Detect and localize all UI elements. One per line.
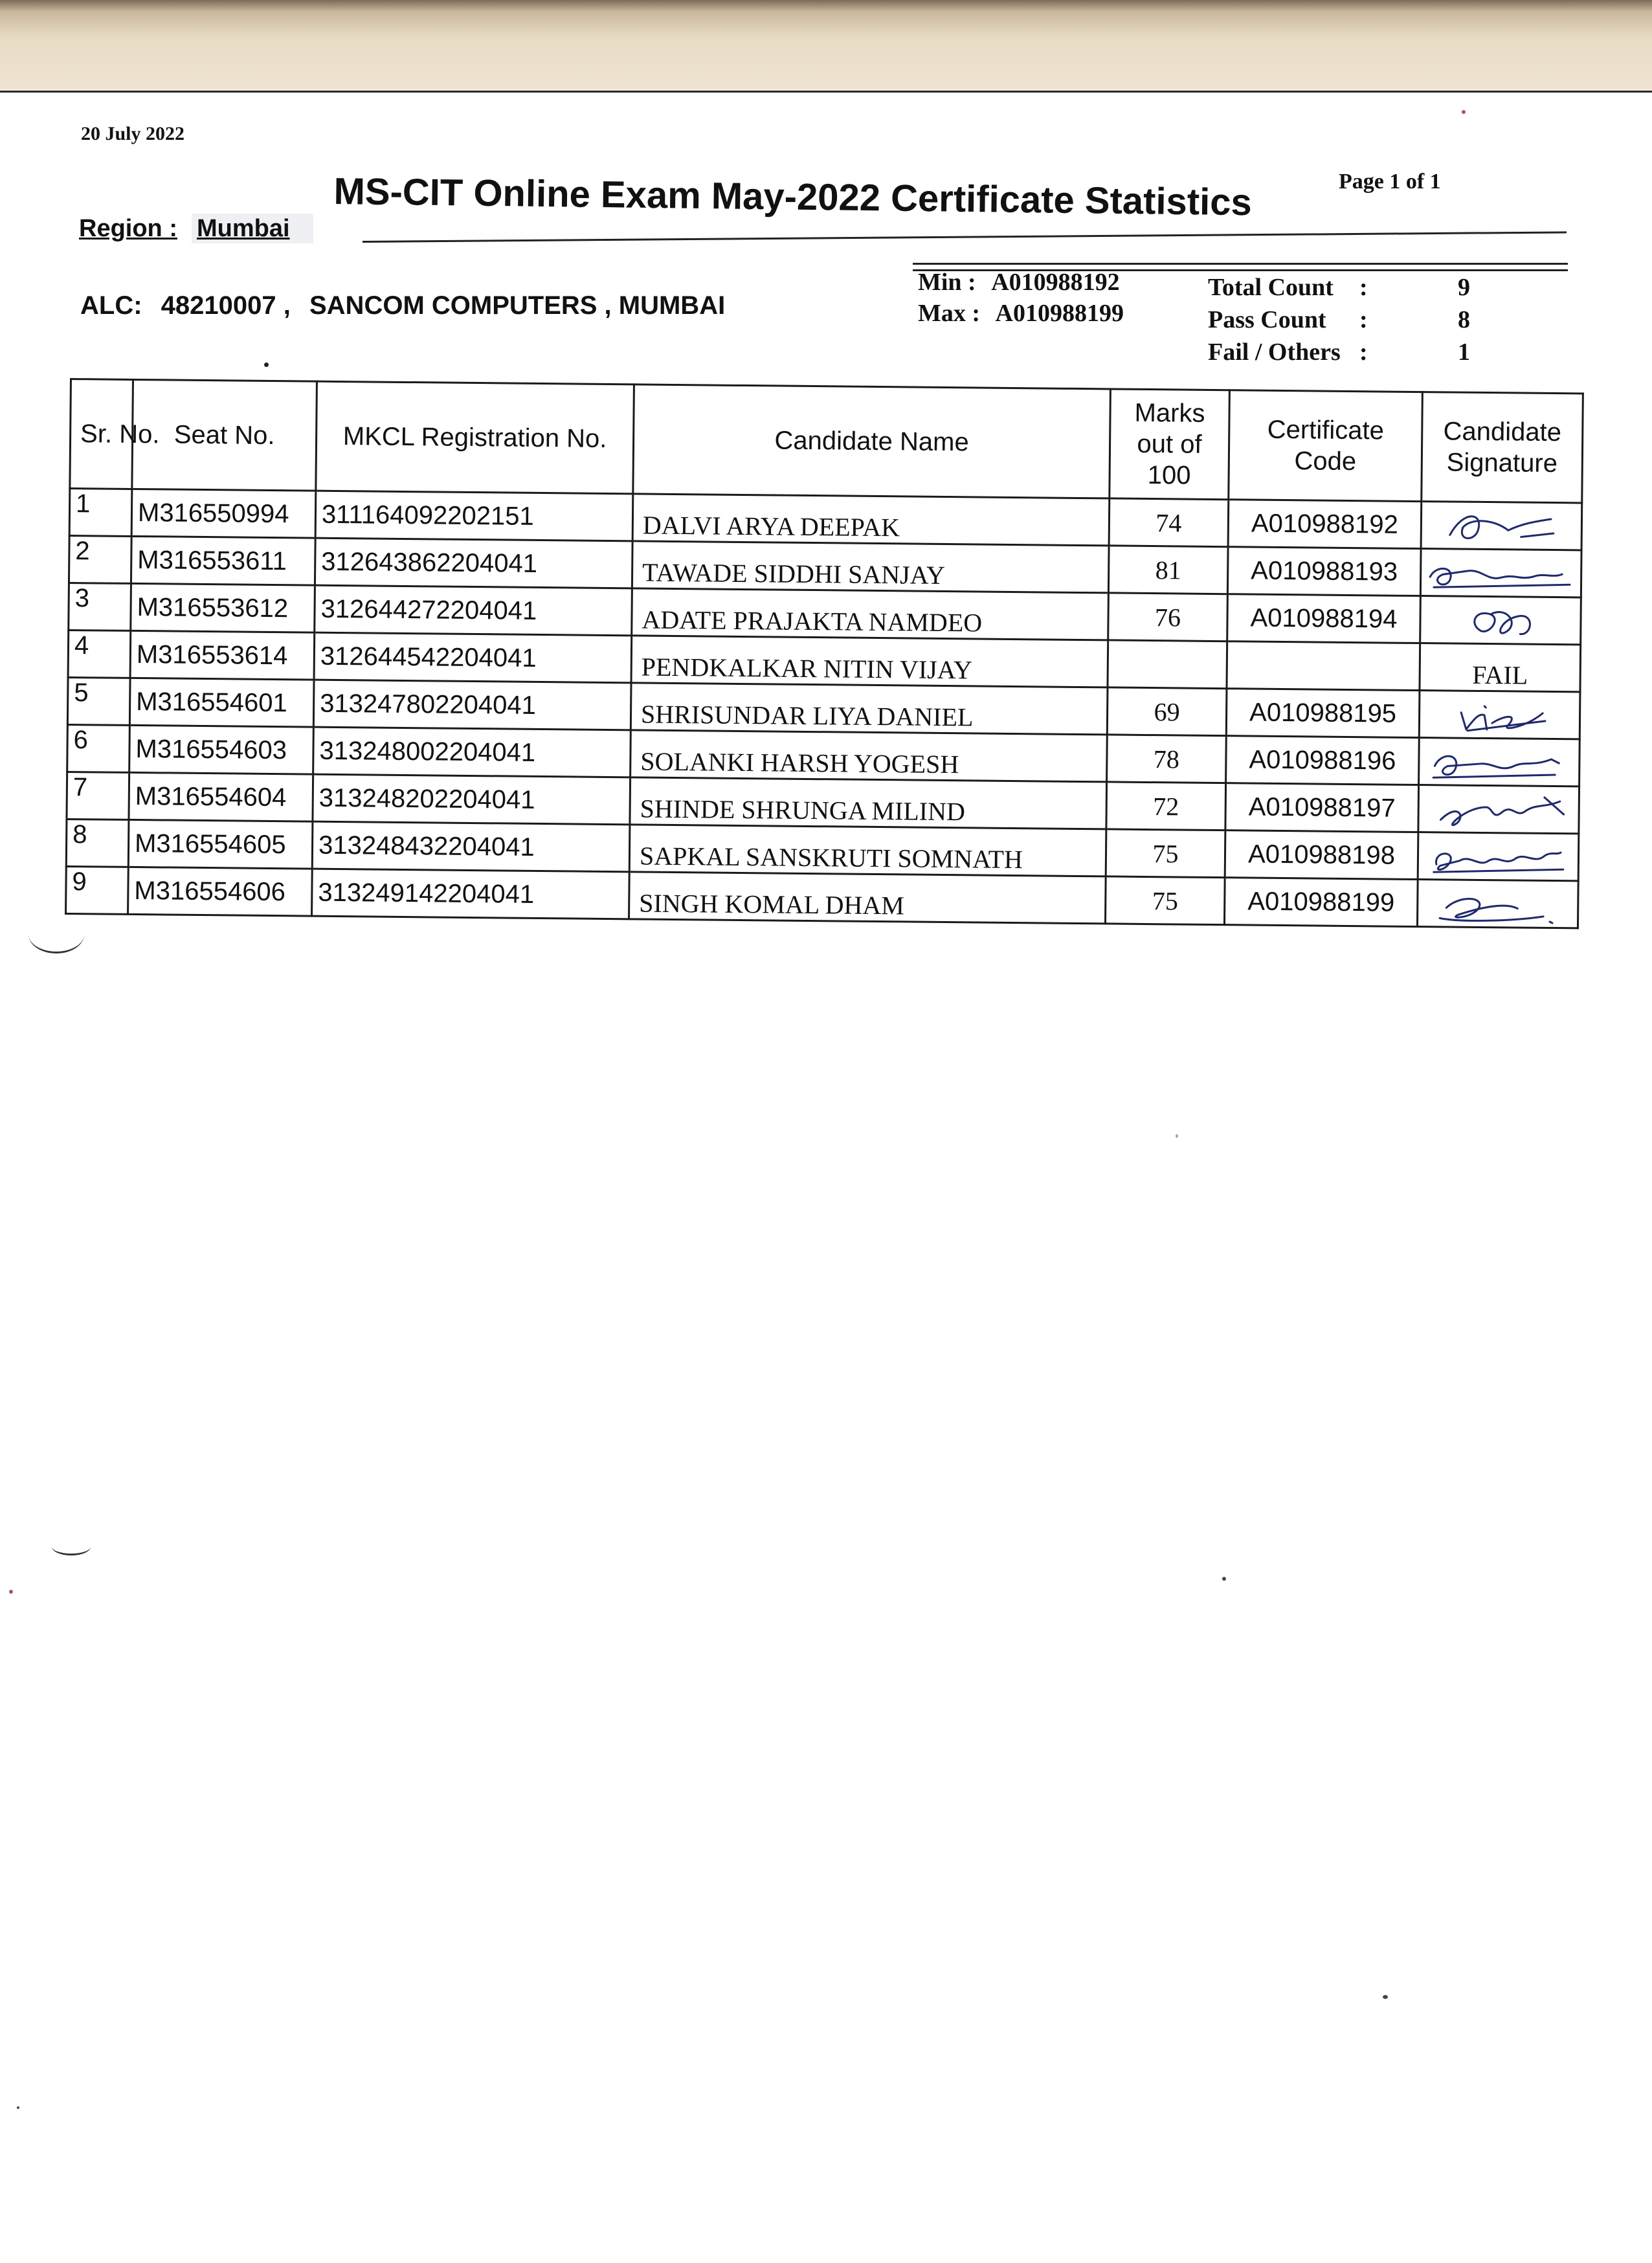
handwritten-signature	[1420, 882, 1576, 926]
cell-seat-no: M316554605	[128, 819, 313, 869]
cell-candidate-signature	[1421, 502, 1582, 550]
cell-candidate-name: SHINDE SHRUNGA MILIND	[630, 777, 1107, 829]
min-value: A010988192	[991, 269, 1120, 296]
cell-certificate-code: A010988194	[1227, 594, 1421, 643]
alc-label: ALC:	[80, 291, 142, 320]
cell-candidate-signature	[1419, 738, 1580, 786]
cell-sr-no: 1	[69, 489, 132, 537]
total-count-value: 9	[1458, 274, 1470, 301]
ink-speck	[1462, 110, 1466, 114]
cell-candidate-signature	[1420, 549, 1581, 597]
cell-marks: 69	[1107, 687, 1227, 736]
column-header-candidate-name: Candidate Name	[633, 385, 1111, 498]
cell-certificate-code	[1227, 641, 1420, 691]
min-label: Min :	[918, 269, 976, 296]
page-indicator: Page 1 of 1	[1339, 170, 1441, 194]
report-title: MS-CIT Online Exam May-2022 Certificate Statistics	[333, 170, 1253, 224]
region-value: Mumbai	[192, 214, 313, 243]
ink-speck	[1176, 1134, 1178, 1138]
cell-marks: 81	[1108, 546, 1228, 594]
cell-sr-no: 3	[69, 583, 131, 630]
cell-candidate-name: SOLANKI HARSH YOGESH	[631, 730, 1108, 782]
cell-certificate-code: A010988197	[1225, 783, 1419, 832]
cell-sr-no: 7	[67, 772, 129, 819]
column-header-certificate-code: Certificate Code	[1229, 390, 1423, 502]
cell-registration-no: 313248432204041	[312, 821, 630, 872]
cell-marks: 76	[1108, 593, 1228, 641]
cell-candidate-name: SHRISUNDAR LIYA DANIEL	[631, 683, 1108, 735]
cell-marks: 75	[1105, 876, 1225, 925]
cell-registration-no: 312643862204041	[315, 538, 632, 588]
cell-candidate-signature	[1418, 785, 1579, 834]
cell-seat-no: M316553611	[131, 536, 315, 585]
cell-registration-no: 312644272204041	[315, 585, 632, 636]
handwritten-signature	[1422, 693, 1578, 737]
pass-count-colon: :	[1359, 306, 1368, 333]
signature-status-text: FAIL	[1472, 660, 1528, 690]
handwritten-signature	[1423, 504, 1579, 548]
cell-candidate-signature	[1417, 880, 1578, 928]
max-value: A010988199	[995, 300, 1124, 327]
fail-count-label: Fail / Others	[1208, 339, 1341, 366]
column-header-sr-no: Sr. No.	[70, 379, 133, 489]
divider-line	[363, 231, 1567, 243]
cell-certificate-code: A010988198	[1225, 831, 1418, 880]
handwritten-signature	[1423, 598, 1579, 642]
cell-seat-no: M316554601	[129, 678, 314, 727]
ink-speck	[1383, 1995, 1388, 1999]
table-header-row	[70, 379, 1583, 503]
cell-candidate-signature	[1418, 832, 1579, 881]
cell-sr-no: 6	[67, 724, 130, 772]
column-header-registration-no: MKCL Registration No.	[316, 381, 634, 494]
cell-certificate-code: A010988196	[1226, 736, 1420, 785]
certificate-table	[65, 378, 1584, 929]
max-certificate	[918, 299, 1124, 328]
cell-candidate-name: SINGH KOMAL DHAM	[629, 872, 1106, 924]
total-count-label: Total Count	[1208, 274, 1334, 301]
cell-sr-no: 2	[69, 536, 131, 584]
ink-speck	[9, 1590, 13, 1594]
cell-registration-no: 313248002204041	[313, 727, 631, 777]
cell-candidate-signature	[1420, 596, 1581, 645]
cell-registration-no: 313249142204041	[312, 869, 630, 919]
cell-certificate-code: A010988199	[1224, 878, 1418, 927]
report-date: 20 July 2022	[81, 123, 185, 144]
cell-seat-no: M316554603	[129, 725, 314, 774]
cell-candidate-signature	[1419, 691, 1580, 739]
total-count-colon: :	[1359, 274, 1368, 301]
region-label: Region :	[79, 215, 177, 242]
punch-hole-mark	[28, 915, 84, 953]
alc-info	[80, 291, 725, 320]
cell-sr-no: 9	[66, 866, 129, 914]
pass-count-value: 8	[1458, 306, 1470, 333]
cell-seat-no: M316554606	[128, 867, 313, 916]
handwritten-signature	[1421, 787, 1577, 831]
cell-seat-no: M316554604	[129, 772, 313, 821]
fail-count-colon: :	[1359, 339, 1368, 366]
cell-candidate-name: DALVI ARYA DEEPAK	[632, 494, 1110, 546]
cell-candidate-name: SAPKAL SANSKRUTI SOMNATH	[629, 825, 1106, 876]
cell-sr-no: 8	[66, 819, 129, 867]
handwritten-signature	[1423, 551, 1579, 595]
fail-count-value: 1	[1458, 339, 1470, 366]
scan-top-band	[0, 0, 1652, 93]
cell-seat-no: M316553614	[130, 630, 315, 680]
cell-candidate-name: ADATE PRAJAKTA NAMDEO	[632, 588, 1109, 640]
cell-marks: 72	[1106, 782, 1226, 831]
max-label: Max :	[918, 300, 981, 327]
ink-dot	[264, 362, 269, 367]
cell-registration-no: 311164092202151	[315, 491, 633, 541]
cell-candidate-name: TAWADE SIDDHI SANJAY	[632, 541, 1109, 593]
alc-code: 48210007 ,	[161, 291, 291, 320]
cell-marks	[1108, 640, 1227, 689]
column-header-seat-no: Seat No.	[132, 379, 317, 491]
ink-speck	[1222, 1577, 1226, 1581]
column-header-signature: Candidate Signature	[1422, 392, 1583, 503]
pass-count-label: Pass Count	[1208, 306, 1326, 333]
cell-certificate-code: A010988192	[1228, 500, 1422, 549]
cell-seat-no: M316550994	[131, 489, 316, 538]
handwritten-signature	[1420, 834, 1576, 878]
cell-marks: 78	[1107, 735, 1227, 783]
cell-certificate-code: A010988195	[1226, 689, 1420, 738]
region	[79, 215, 313, 243]
cell-marks: 74	[1109, 498, 1229, 547]
cell-candidate-signature	[1420, 643, 1581, 692]
min-certificate	[918, 268, 1120, 296]
handwritten-signature	[1422, 740, 1578, 784]
cell-registration-no: 313247802204041	[313, 680, 631, 730]
divider-double-line-top	[913, 263, 1568, 265]
cell-sr-no: 5	[67, 677, 130, 725]
punch-hole-mark	[52, 1538, 91, 1555]
cell-certificate-code: A010988193	[1227, 547, 1421, 596]
cell-registration-no: 313248202204041	[313, 774, 631, 825]
cell-candidate-name: PENDKALKAR NITIN VIJAY	[631, 636, 1108, 687]
column-header-marks: Marks out of 100	[1110, 389, 1230, 500]
alc-name: SANCOM COMPUTERS , MUMBAI	[309, 291, 726, 320]
cell-registration-no: 312644542204041	[314, 632, 632, 683]
ink-speck	[17, 2106, 19, 2109]
cell-marks: 75	[1106, 829, 1225, 878]
cell-seat-no: M316553612	[131, 583, 315, 632]
cell-sr-no: 4	[68, 630, 131, 678]
